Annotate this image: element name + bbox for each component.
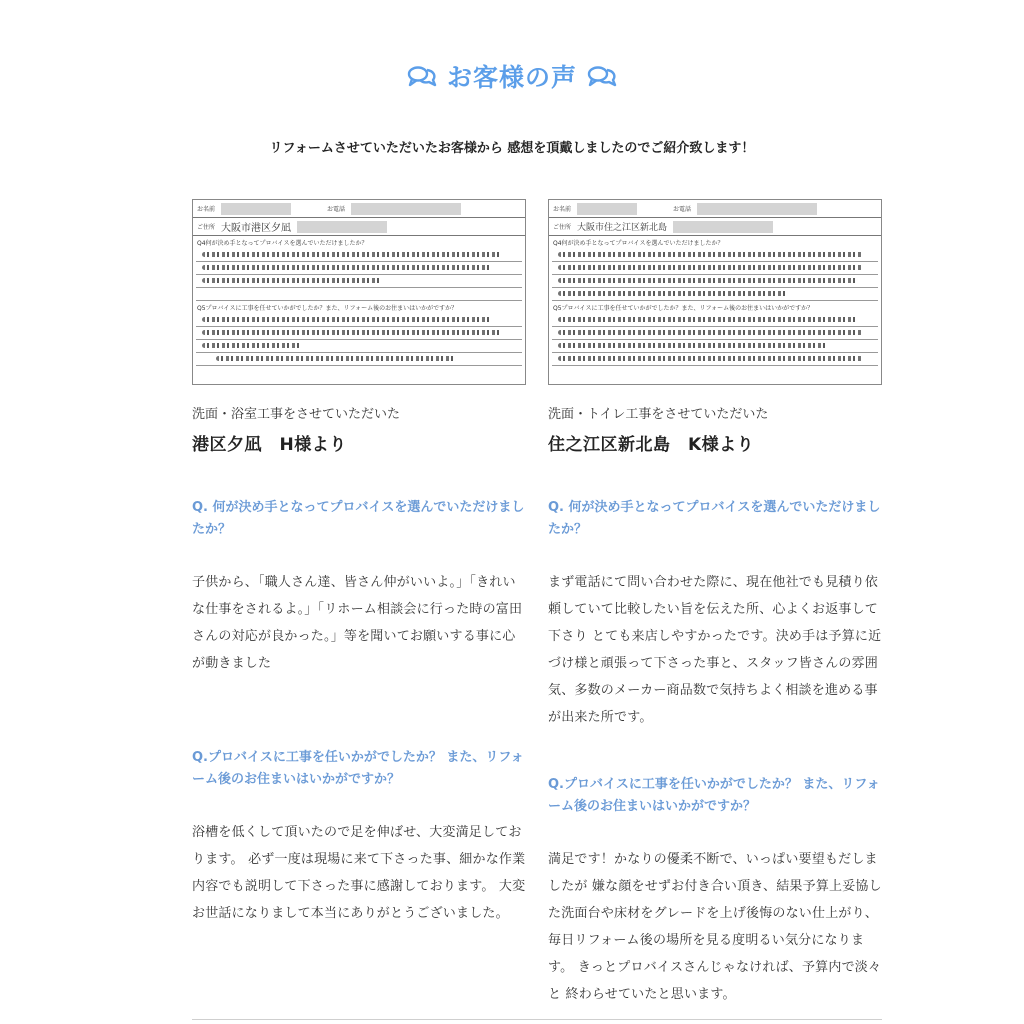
form-label-address: ご住所 xyxy=(553,224,572,231)
page-title xyxy=(407,58,617,94)
redaction-mask xyxy=(351,203,461,215)
redaction-mask xyxy=(697,203,817,215)
form-question-q5: Q5プロバイスに工事を任せていかがでしたか？また、リフォーム後のお住まいはいかがですか？ xyxy=(553,305,814,312)
section-header xyxy=(0,58,1024,94)
question-title: Q. 何が決め手となってプロバイスを選んでいただけましたか？ xyxy=(192,500,525,537)
handwriting-line xyxy=(196,249,522,262)
handwriting-line xyxy=(196,262,522,275)
answer-text: 子供から、「職人さん達、皆さん仲がいいよ。」「きれいな仕事をされるよ。」「リホーム相談会に行った時の富田さんの対応が良かった。」等を聞いてお願いする事に心が動きました xyxy=(192,575,523,671)
handwriting-line xyxy=(196,275,522,288)
answer-text: 浴槽を低くして頂いたので足を伸ばせ、大変満足しております。 必ず一度は現場に来て下さった事、細かな作業内容でも説明して下さった事に感謝しております。 大変お世話になりまして本当にありがとうございました。 xyxy=(192,825,526,921)
form-label-name: お名前 xyxy=(553,206,572,213)
form-label-phone: お電話 xyxy=(327,206,346,213)
handwriting-line xyxy=(552,327,878,340)
testimonial-card xyxy=(192,199,526,927)
work-description: 洗面・浴室工事をさせていただいた xyxy=(192,407,401,422)
handwriting-line xyxy=(196,314,522,327)
question-title: Q.プロバイスに工事を任いかがでしたか？ また、リフォーム後のお住まいはいかがですか？ xyxy=(548,777,880,814)
handwriting-line xyxy=(552,249,878,262)
redaction-mask xyxy=(577,203,637,215)
form-question-q5: Q5プロバイスに工事を任せていかがでしたか？また、リフォーム後のお住まいはいかがですか？ xyxy=(197,305,458,312)
handwriting-line xyxy=(552,314,878,327)
scan-address: 大阪市住之江区新北島 xyxy=(577,223,668,233)
page-subtitle: リフォームさせていただいたお客様から 感想を頂戴しましたのでご紹介致します！ xyxy=(269,141,755,156)
divider xyxy=(192,1019,882,1020)
redaction-mask xyxy=(221,203,291,215)
form-label-phone: お電話 xyxy=(673,206,692,213)
handwriting-line xyxy=(196,288,522,301)
handwriting-line xyxy=(552,353,878,366)
redaction-mask xyxy=(297,221,387,233)
header-title-text: お客様の声 xyxy=(446,63,577,92)
form-question-q4: Q4何が決め手となってプロバイスを選んでいただけましたか？ xyxy=(197,240,368,247)
answer-text: 満足です！かなりの優柔不断で、いっぱい要望もだしましたが 嫌な顔をせずお付き合い頂き、結果予算上妥協した洗面台や床材をグレードを上げ後悔のない仕上がり、毎日リフォーム後の場所を見る度明るい気分になります。 きっとプロバイスさんじゃなければ、予算内で淡々と 終わらせていたと思います。 xyxy=(548,852,882,1002)
work-description: 洗面・トイレ工事をさせていただいた xyxy=(548,407,769,422)
handwriting-line xyxy=(196,327,522,340)
speech-bubbles-icon xyxy=(407,64,437,88)
redaction-mask xyxy=(673,221,773,233)
speech-bubbles-icon xyxy=(587,64,617,88)
handwriting-line xyxy=(552,340,878,353)
customer-name: 港区夕凪 H様より xyxy=(192,435,347,455)
handwriting-line xyxy=(196,340,522,353)
form-label-address: ご住所 xyxy=(197,224,216,231)
question-title: Q. 何が決め手となってプロバイスを選んでいただけましたか？ xyxy=(548,500,881,537)
testimonial-card xyxy=(548,199,882,1008)
form-label-name: お名前 xyxy=(197,206,216,213)
scanned-questionnaire-image xyxy=(548,199,882,385)
handwriting-line xyxy=(552,288,878,301)
answer-text: まず電話にて問い合わせた際に、現在他社でも見積り依頼していて比較したい旨を伝えた所、心よくお返事して下さり とても来店しやすかったです。決め手は予算に近づけ様と頑張って下さった事と、スタッフ皆さんの雰囲気、多数のメーカー商品数で気持ちよく相談を進める事が出来た所です。 xyxy=(548,575,882,725)
handwriting-line xyxy=(552,262,878,275)
form-question-q4: Q4何が決め手となってプロバイスを選んでいただけましたか？ xyxy=(553,240,724,247)
question-title: Q.プロバイスに工事を任いかがでしたか？ また、リフォーム後のお住まいはいかがですか？ xyxy=(192,750,524,787)
scan-address: 大阪市港区夕凪 xyxy=(221,223,292,234)
customer-name: 住之江区新北島 K様より xyxy=(548,435,755,455)
handwriting-line xyxy=(196,353,522,366)
scanned-questionnaire-image xyxy=(192,199,526,385)
handwriting-line xyxy=(552,275,878,288)
